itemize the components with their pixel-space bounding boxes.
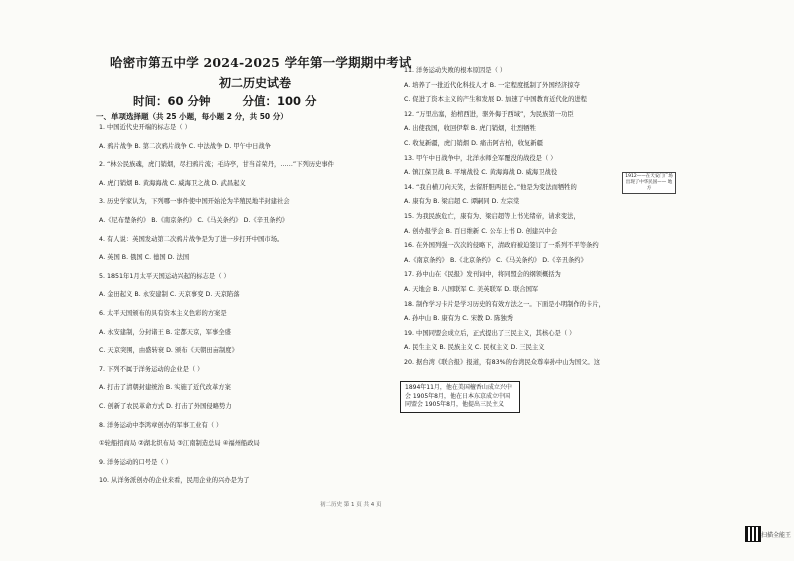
right-question-line: 12. “万里出塞，抬棺西进，驱外侮于西域”，为民族第一功臣 [404,110,574,118]
left-question-line: 9. 洋务运动的口号是（ ） [99,458,172,466]
left-question-line: 8. 洋务运动中李鸿章创办的军事工业有（ ） [99,421,223,429]
left-question-line: 7. 下列不属于洋务运动的企业是（ ） [99,365,204,373]
right-question-line: 19. 中国同盟会成立后，正式提出了三民主义，其核心是（ ） [404,329,576,337]
left-question-line: 1. 中国近代史开端的标志是（ ） [99,124,191,131]
right-question-line: C. 促进了资本主义的产生和发展 D. 加速了中国教育近代化的进程 [404,96,587,104]
left-question-line: 4. 有人说：英国发动第二次鸦片战争是为了进一步打开中国市场。 [99,235,284,243]
right-question-line: A.《南京条约》 B.《北京条约》 C.《马关条约》 D.《辛丑条约》 [404,256,587,264]
left-question-line: C. 创新了农民革命方式 D. 打击了外国侵略势力 [99,403,232,410]
left-question-line: A. 英国 B. 俄国 C. 德国 D. 法国 [99,254,190,262]
time-score-line [133,93,393,109]
right-question-line: C. 收复新疆，虎门销烟 D. 痛击阿古柏，收复新疆 [404,140,543,147]
right-question-line: A. 孙中山 B. 康有为 C. 宋教 D. 陈独秀 [404,315,514,323]
left-question-line: A. 金田起义 B. 永安建制 C. 天京事变 D. 天京陷落 [99,291,240,299]
right-question-line: 17. 孙中山在《民报》发刊词中，将同盟会的纲领概括为 [404,271,561,279]
left-question-line: 3. 历史学家认为，下列哪一事件使中国开始沦为半殖民地半封建社会 [99,198,290,206]
left-question-line: A. 鸦片战争 B. 第二次鸦片战争 C. 中法战争 D. 甲午中日战争 [99,142,272,150]
right-question-line: 16. 在外国列强一次次的侵略下，清政府被迫签订了一系列不平等条约 [404,242,599,250]
left-question-line: C. 天京突围，由盛转衰 D. 颁布《天朝田亩制度》 [99,347,238,355]
exam-time: 时间：60 分钟 [133,94,211,108]
left-question-line: A.《尼布楚条约》 B.《南京条约》 C.《马关条约》 D.《辛丑条约》 [99,217,289,224]
left-question-line: A. 永安建制，分封诸王 B. 定都天京，军事全盛 [99,328,231,336]
left-question-line: A. 打击了清朝封建统治 B. 实施了近代改革方案 [99,384,231,392]
qr-code-icon [745,526,761,542]
right-question-line: A. 培养了一批近代化科技人才 B. 一定程度抵制了外国经济掠夺 [404,81,580,89]
exam-subtitle: 初二历史试卷 [218,76,291,90]
right-question-line: 20. 据台湾《联合报》报道，有83%的台湾民众尊奉孙中山为国父。这 [404,359,601,366]
exam-score: 分值：100 分 [242,94,317,108]
right-question-line: 11. 洋务运动失败的根本原因是（ ） [404,67,507,74]
right-question-line: 13. 甲午中日战争中，北洋水师全军覆没的战役是（ ） [404,154,557,162]
exam-title: 哈密市第五中学 2024-2025 学年第一学期期中考试 [110,55,412,70]
left-question-line: 5. 1851年1月太平天国运动兴起的标志是（ ） [99,272,230,280]
study-card: 1894年11月，他在美国檀香山成立兴中会 1905年8月，他在日本东京成立中国同盟会 1905年8月，他提出三民主义 [400,381,520,413]
right-question-line: A. 天地会 B. 八国联军 C. 美英联军 D. 联合国军 [404,286,539,293]
left-question-line: A. 虎门销烟 B. 黄海海战 C. 威海卫之战 D. 武昌起义 [99,179,246,187]
left-question-line: 6. 太平天国颁布的具有资本主义色彩的方案是 [99,310,227,317]
page-footer: 初二历史 第 1 页 共 4 页 [320,502,382,508]
section-heading: 一、单项选择题（共 25 小题，每小题 2 分，共 50 分） [96,112,288,121]
right-question-line: A. 出使我国，收回伊犁 B. 虎门销烟，壮烈牺牲 [404,125,536,133]
right-question-line: 14. “我自横刀向天笑，去留肝胆两昆仑。”他是为变法而牺牲的 [404,183,577,191]
left-question-line: 10. 从洋务派创办的企业来看，民用企业的兴办是为了 [99,477,250,485]
illustration-box: 1912——在天安门广场 出现了中华民国—— 地方 [622,172,676,194]
left-question-line: ①轮船招商局 ②湖北织布局 ③江南制造总局 ④福州船政局 [99,440,260,448]
right-question-line: 15. 为我民族危亡，康有为、梁启超等上书光绪帝，请求变法， [404,213,580,220]
scanner-logo: 扫描全能王 [761,532,792,539]
right-question-line: A. 创办报学会 B. 百日维新 C. 公车上书 D. 创建兴中会 [404,227,558,235]
right-question-line: A. 康有为 B. 梁启超 C. 谭嗣同 D. 左宗棠 [404,198,520,206]
right-question-line: 18. 制作学习卡片是学习历史的有效方法之一。下面是小明制作的卡片， [404,300,605,308]
right-question-line: A. 镇江保卫战 B. 平壤战役 C. 黄海海战 D. 威海卫战役 [404,169,558,177]
right-question-line: A. 民生主义 B. 民族主义 C. 民权主义 D. 三民主义 [404,344,545,352]
left-question-line: 2. “林公民族魂，虎门销烟，尽扫鸦片流；毛诗亭，甘当首荣丹，……”下列历史事件 [99,161,334,169]
